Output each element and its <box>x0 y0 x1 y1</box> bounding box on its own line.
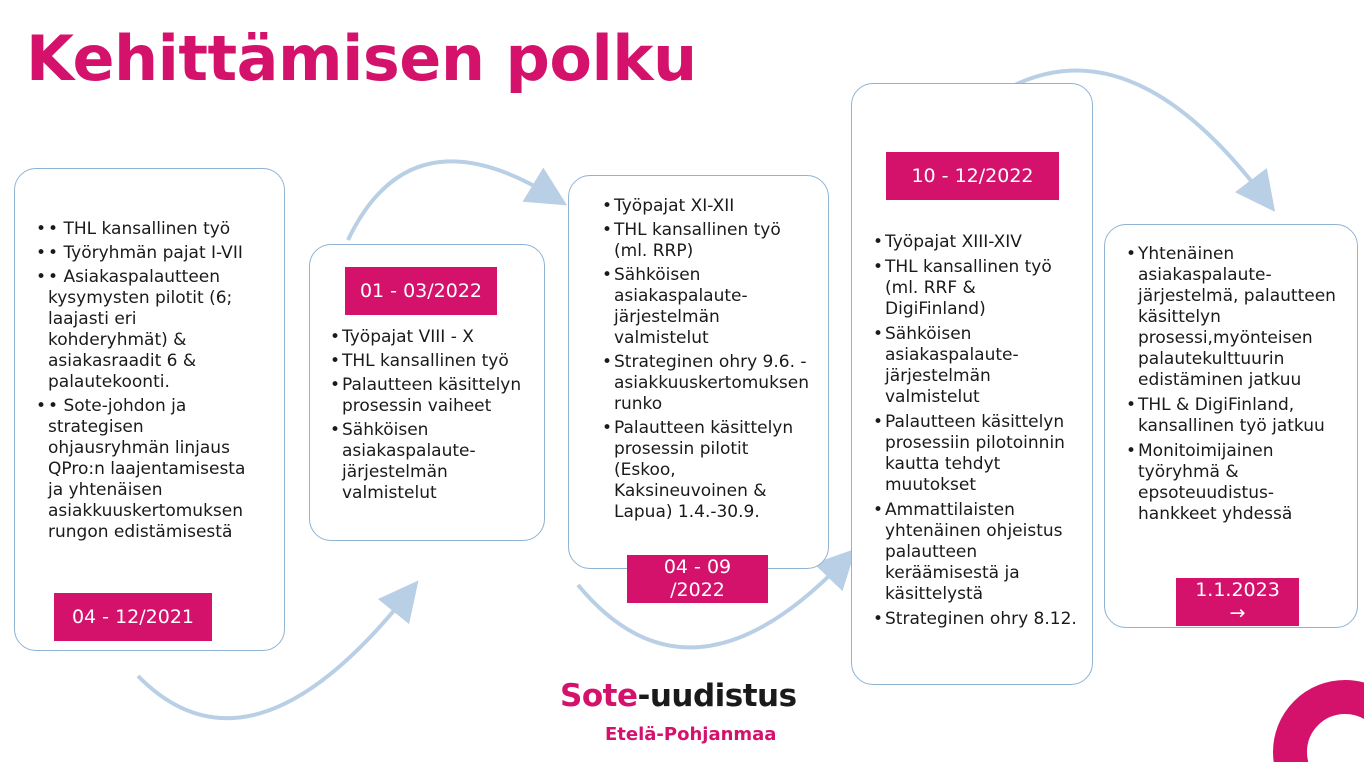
stage-1-item: • • THL kansallinen työ <box>36 219 261 240</box>
stage-5-items <box>1126 244 1336 529</box>
stage-5-item: • Yhtenäinen asiakaspalaute-järjestelmä, palautteen käsittelyn prosessi,myönteisen palautekulttuurin edistäminen jatkuu <box>1126 244 1336 391</box>
stage-3-date-badge: 04 - 09 /2022 <box>627 555 768 603</box>
arrow-2 <box>348 161 550 240</box>
stage-2-date-badge: 01 - 03/2022 <box>345 267 497 315</box>
stage-4-item: • Palautteen käsittelyn prosessiin pilotoinnin kautta tehdyt muutokset <box>873 412 1078 496</box>
stage-1-date-badge: 04 - 12/2021 <box>54 593 212 641</box>
stage-1-item: • • Sote-johdon ja strategisen ohjausryhmän linjaus QPro:n laajentamisesta ja yhtenäisen asiakkuuskertomuksen rungon edistämisestä <box>36 396 261 543</box>
stage-3-item: • Sähköisen asiakaspalaute-järjestelmän valmistelut <box>602 265 814 349</box>
stage-4-item: • THL kansallinen työ (ml. RRF & DigiFinland) <box>873 257 1078 320</box>
stage-2-item: • Työpajat VIII - X <box>330 327 530 348</box>
page-title: Kehittämisen polku <box>26 22 697 95</box>
stage-1-item: • • Työryhmän pajat I-VII <box>36 243 261 264</box>
stage-2-item: • Palautteen käsittelyn prosessin vaiheet <box>330 375 530 417</box>
stage-1-items <box>36 219 261 546</box>
stage-5-item: • THL & DigiFinland, kansallinen työ jatkuu <box>1126 395 1336 437</box>
logo-part-2: -uudistus <box>637 678 797 714</box>
stage-4-item: • Strateginen ohry 8.12. <box>873 609 1078 630</box>
region-label: Etelä-Pohjanmaa <box>605 724 777 745</box>
stage-3-items <box>602 196 814 526</box>
stage-5-item: • Monitoimijainen työryhmä & epsoteuudistus-hankkeet yhdessä <box>1126 441 1336 525</box>
stage-3-item: • Palautteen käsittelyn prosessin pilotit (Eskoo, Kaksineuvoinen & Lapua) 1.4.-30.9. <box>602 418 814 523</box>
logo-part-1: Sote <box>560 678 638 714</box>
stage-2-item: • Sähköisen asiakaspalaute-järjestelmän valmistelut <box>330 420 530 504</box>
brand-logo <box>560 678 797 714</box>
decor-ring <box>1290 697 1364 762</box>
stage-1-item: • • Asiakaspalautteen kysymysten pilotit (6; laajasti eri kohderyhmät) & asiakasraadit 6 & palautekoonti. <box>36 267 261 393</box>
stage-4-item: • Työpajat XIII-XIV <box>873 232 1078 253</box>
stage-3-item: • Strateginen ohry 9.6. - asiakkuuskertomuksen runko <box>602 352 814 415</box>
stage-4-items <box>873 232 1078 634</box>
stage-5-date-badge: 1.1.2023 → <box>1176 578 1299 626</box>
stage-4-item: • Sähköisen asiakaspalaute-järjestelmän valmistelut <box>873 324 1078 408</box>
stage-4-date-badge: 10 - 12/2022 <box>886 152 1059 200</box>
stage-3-item: • Työpajat XI-XII <box>602 196 814 217</box>
stage-3-item: • THL kansallinen työ (ml. RRP) <box>602 220 814 262</box>
stage-2-items <box>330 327 530 507</box>
stage-2-item: • THL kansallinen työ <box>330 351 530 372</box>
stage-4-item: • Ammattilaisten yhtenäinen ohjeistus palautteen keräämisestä ja käsittelystä <box>873 500 1078 605</box>
